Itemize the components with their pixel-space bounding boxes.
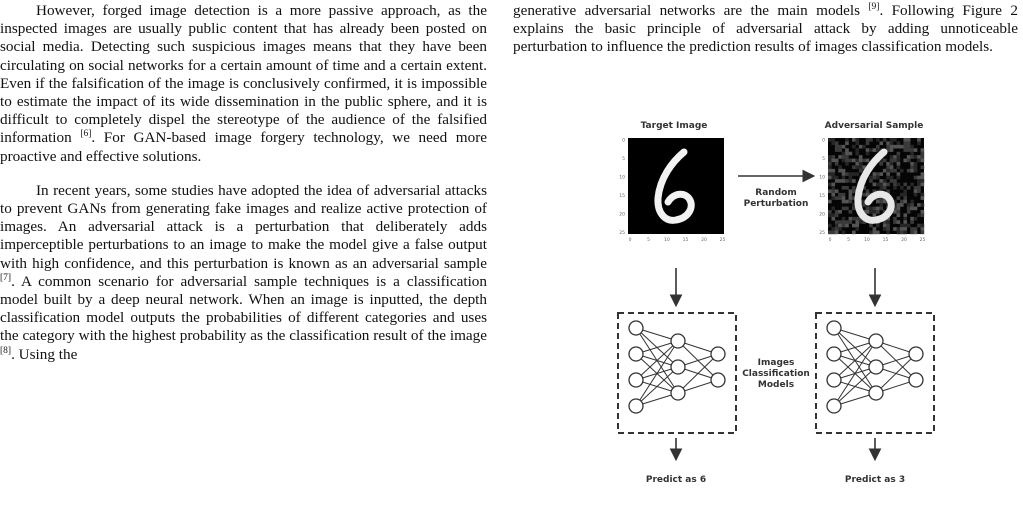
x-tick-label: 10 (664, 238, 670, 243)
adversarial-sample-title: Adversarial Sample (824, 121, 924, 131)
predict-left-label: Predict as 6 (645, 475, 707, 485)
predict-right-label: Predict as 3 (844, 475, 906, 485)
y-tick-label: 10 (819, 175, 825, 181)
citation: [8] (0, 345, 12, 356)
text-run: However, forged image detection is a more passive approach, as the inspected images are usually public content that has already been posted on social media. Detecting such suspicious images means that they have been circulating on social networks for a certain amount of time and a certain extent. Even if the falsification of the image is conclusively confirmed, it is impossible to estimate the impact of its wide dissemination in the public sphere, and it is difficult to completely dispel the stereotype of the audience of the falsified information (0, 2, 487, 147)
x-tick-label: 0 (628, 238, 632, 243)
citation: [6] (80, 129, 92, 140)
text-run: . For GAN-based image forgery technology, we need more proactive and effective solutions. (0, 129, 488, 165)
x-tick-label: 0 (828, 238, 832, 243)
x-tick-label: 25 (719, 238, 726, 243)
figure-2-adversarial-attack-diagram (616, 118, 966, 523)
adversarial-sample-image (828, 138, 924, 234)
y-tick-label: 15 (619, 194, 625, 199)
neural-network-right (827, 321, 923, 413)
y-tick-label: 20 (819, 212, 825, 218)
paragraph-adversarial-attacks (0, 182, 487, 364)
left-column (0, 0, 487, 364)
neural-network-left (629, 321, 725, 413)
y-tick-label: 5 (622, 157, 625, 162)
text-run: In recent years, some studies have adopted the idea of adversarial attacks to prevent GANs from generating fake images and realize active protection of images. An adversarial attack is a perturbation that deliberately adds imperceptible perturbations to an image to make the model give a false output with high confidence, and this perturbation is known as an adversarial sample (0, 181, 487, 272)
perturbation-label-line1: Random (755, 188, 797, 198)
x-tick-label: 10 (864, 238, 870, 243)
y-tick-label: 10 (619, 175, 625, 181)
text-run: . Following Figure 2 explains the basic principle of adversarial attack by adding unnoticeable perturbation to influence the prediction results of images classification models. (513, 2, 1018, 56)
models-label-line1: Images (757, 358, 795, 368)
citation: [7] (0, 272, 12, 283)
target-image (628, 138, 724, 234)
perturbation-label-line2: Perturbation (743, 199, 809, 209)
x-tick-label: 20 (701, 238, 707, 243)
x-tick-label: 5 (847, 238, 850, 243)
paragraph-forged-detection (0, 2, 487, 166)
y-tick-label: 0 (622, 138, 625, 144)
y-tick-label: 25 (819, 231, 825, 236)
text-run: . A common scenario for adversarial sample techniques is a classification model built by a deep neural network. When an image is inputted, the depth classification model outputs the probabilities of different categories and uses the category with the highest probability as the classification result of the image (0, 272, 487, 345)
paragraph-gan-models (513, 2, 1018, 57)
x-tick-label: 20 (901, 238, 907, 243)
text-run: . Using the (11, 345, 78, 363)
y-tick-label: 5 (822, 157, 825, 162)
citation: [9] (868, 1, 880, 12)
text-run: generative adversarial networks are the main models (513, 2, 869, 19)
models-label-line2: Classification (742, 369, 810, 379)
y-tick-label: 20 (619, 212, 625, 218)
target-image-title: Target Image (640, 121, 708, 131)
x-tick-label: 5 (647, 238, 650, 243)
y-tick-label: 15 (819, 194, 825, 199)
x-tick-label: 25 (919, 238, 926, 243)
y-tick-label: 25 (619, 231, 625, 236)
right-column (513, 0, 1018, 57)
x-tick-label: 15 (682, 238, 689, 243)
x-tick-label: 15 (882, 238, 889, 243)
models-label-line3: Models (757, 380, 795, 390)
y-tick-label: 0 (822, 138, 825, 144)
